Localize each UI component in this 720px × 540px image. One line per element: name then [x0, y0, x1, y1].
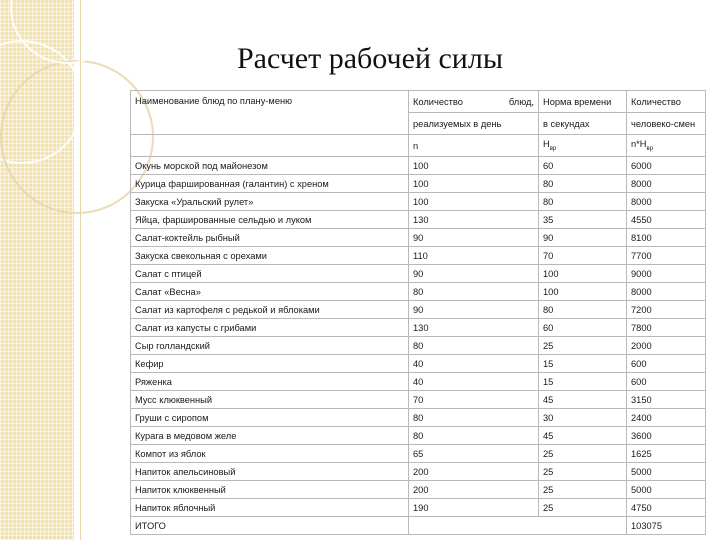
quantity-cell: 100	[409, 175, 539, 193]
quantity-cell: 80	[409, 283, 539, 301]
quantity-cell: 80	[409, 427, 539, 445]
table-row	[131, 391, 706, 409]
dish-name-cell: Курица фаршированная (галантин) с хреном	[131, 175, 409, 193]
norm-cell: 35	[539, 211, 627, 229]
workload-cell: 2000	[627, 337, 706, 355]
total-row	[131, 517, 706, 535]
header-quantity-sub: реализуемых в день	[409, 113, 539, 135]
norm-cell: 25	[539, 337, 627, 355]
page-title: Расчет рабочей силы	[237, 42, 503, 75]
workload-cell: 8000	[627, 283, 706, 301]
table-row	[131, 445, 706, 463]
quantity-cell: 80	[409, 409, 539, 427]
header-quantity	[409, 91, 539, 113]
workload-cell: 8000	[627, 175, 706, 193]
dish-name-cell: Салат из картофеля с редькой и яблоками	[131, 301, 409, 319]
quantity-cell: 70	[409, 391, 539, 409]
table-row	[131, 427, 706, 445]
norm-cell: 30	[539, 409, 627, 427]
symbol-h: $H_{вр}$	[539, 135, 627, 157]
norm-cell: 60	[539, 319, 627, 337]
norm-cell: 80	[539, 193, 627, 211]
norm-cell: 25	[539, 481, 627, 499]
quantity-cell: 200	[409, 481, 539, 499]
norm-cell: 80	[539, 301, 627, 319]
workload-cell: 2400	[627, 409, 706, 427]
norm-cell: 15	[539, 373, 627, 391]
norm-cell: 25	[539, 445, 627, 463]
table-row	[131, 301, 706, 319]
table-row	[131, 265, 706, 283]
table-row	[131, 355, 706, 373]
workload-cell: 6000	[627, 157, 706, 175]
header-dishes-word: блюд,	[508, 96, 534, 107]
workload-cell: 5000	[627, 481, 706, 499]
norm-cell: 15	[539, 355, 627, 373]
header-row	[131, 91, 706, 113]
norm-cell: 100	[539, 283, 627, 301]
norm-cell: 45	[539, 391, 627, 409]
dish-name-cell: Закуска «Уральский рулет»	[131, 193, 409, 211]
workload-cell: 8000	[627, 193, 706, 211]
workload-cell: 9000	[627, 265, 706, 283]
dish-name-cell: Мусс клюквенный	[131, 391, 409, 409]
dish-name-cell: Курага в медовом желе	[131, 427, 409, 445]
workload-cell: 4750	[627, 499, 706, 517]
table-row	[131, 373, 706, 391]
symbol-n: n	[409, 135, 539, 157]
norm-cell: 25	[539, 463, 627, 481]
workload-cell: 3150	[627, 391, 706, 409]
norm-cell: 80	[539, 175, 627, 193]
workload-cell: 7700	[627, 247, 706, 265]
quantity-cell: 65	[409, 445, 539, 463]
norm-cell: 45	[539, 427, 627, 445]
dish-name-cell: Компот из яблок	[131, 445, 409, 463]
dish-name-cell: Салат-коктейль рыбный	[131, 229, 409, 247]
quantity-cell: 100	[409, 193, 539, 211]
quantity-cell: 90	[409, 229, 539, 247]
quantity-cell: 200	[409, 463, 539, 481]
dish-name-cell: Ряженка	[131, 373, 409, 391]
table-row	[131, 283, 706, 301]
total-value: 103075	[627, 517, 706, 535]
quantity-cell: 90	[409, 265, 539, 283]
table-row	[131, 409, 706, 427]
quantity-cell: 110	[409, 247, 539, 265]
workload-cell: 4550	[627, 211, 706, 229]
header-quantity-word: Количество	[413, 96, 463, 107]
symbol-nh: $n*H_{вр}$	[627, 135, 706, 157]
total-label: ИТОГО	[131, 517, 409, 535]
workload-cell: 8100	[627, 229, 706, 247]
dish-name-cell: Кефир	[131, 355, 409, 373]
table-row	[131, 175, 706, 193]
quantity-cell: 80	[409, 337, 539, 355]
table-row	[131, 337, 706, 355]
dish-name-cell: Яйца, фаршированные сельдью и луком	[131, 211, 409, 229]
norm-cell: 25	[539, 499, 627, 517]
table-row	[131, 463, 706, 481]
dish-name-cell: Салат из капусты с грибами	[131, 319, 409, 337]
quantity-cell: 130	[409, 319, 539, 337]
workload-cell: 3600	[627, 427, 706, 445]
labor-calculation-table	[130, 90, 706, 535]
table-row	[131, 229, 706, 247]
dish-name-cell: Салат с птицей	[131, 265, 409, 283]
workload-cell: 600	[627, 355, 706, 373]
dish-name-cell: Напиток апельсиновый	[131, 463, 409, 481]
quantity-cell: 40	[409, 373, 539, 391]
dish-name-cell: Груши с сиропом	[131, 409, 409, 427]
workload-cell: 5000	[627, 463, 706, 481]
workload-cell: 1625	[627, 445, 706, 463]
norm-cell: 60	[539, 157, 627, 175]
quantity-cell: 190	[409, 499, 539, 517]
workload-cell: 7800	[627, 319, 706, 337]
decorative-rule	[80, 0, 81, 540]
dish-name-cell: Напиток клюквенный	[131, 481, 409, 499]
quantity-cell: 90	[409, 301, 539, 319]
dish-name-cell: Сыр голландский	[131, 337, 409, 355]
quantity-cell: 40	[409, 355, 539, 373]
dish-name-cell: Закуска свекольная с орехами	[131, 247, 409, 265]
header-count: Количество	[627, 91, 706, 113]
table-row	[131, 157, 706, 175]
header-dish-name: Наименование блюд по плану-меню	[131, 91, 409, 135]
quantity-cell: 130	[409, 211, 539, 229]
dish-name-cell: Салат «Весна»	[131, 283, 409, 301]
table-row	[131, 481, 706, 499]
quantity-cell: 100	[409, 157, 539, 175]
table-row	[131, 247, 706, 265]
norm-cell: 90	[539, 229, 627, 247]
workload-cell: 600	[627, 373, 706, 391]
header-norm: Норма времени	[539, 91, 627, 113]
norm-cell: 70	[539, 247, 627, 265]
table-row	[131, 319, 706, 337]
table-row	[131, 499, 706, 517]
table-row	[131, 211, 706, 229]
workload-cell: 7200	[627, 301, 706, 319]
symbol-row	[131, 135, 706, 157]
dish-name-cell: Окунь морской под майонезом	[131, 157, 409, 175]
dish-name-cell: Напиток яблочный	[131, 499, 409, 517]
norm-cell: 100	[539, 265, 627, 283]
header-norm-sub: в секундах	[539, 113, 627, 135]
header-count-sub: человеко-смен	[627, 113, 706, 135]
table-row	[131, 193, 706, 211]
